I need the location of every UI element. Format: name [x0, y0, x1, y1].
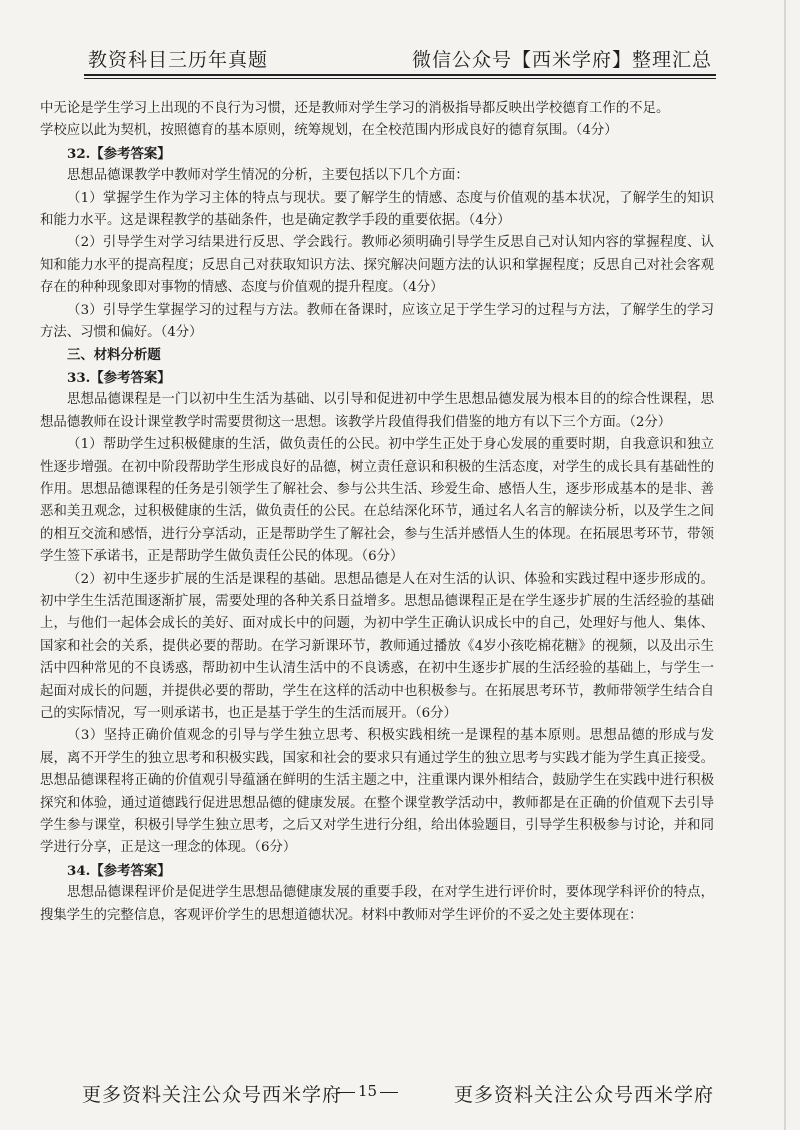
paragraph: 思想品德课程是一门以初中生生活为基础、以引导和促进初中学生思想品德发展为根本目的的综合性课程，思想品德教师在设计课堂教学时需要贯彻这一思想。该教学片段值得我们借鉴的地方有以下三个方面。（2分）	[40, 392, 714, 430]
page-footer	[82, 1080, 714, 1104]
header-rule-thin	[84, 78, 716, 79]
paragraph: （1）掌握学生作为学习主体的特点与现状。要了解学生的情感、态度与价值观的基本状况，了解学生的知识和能力水平。这是课程教学的基础条件，也是确定教学手段的重要依据。（4分）	[40, 190, 714, 229]
page-header	[88, 40, 712, 72]
paragraph: （3）坚持正确价值观念的引导与学生独立思考、积极实践相统一是课程的基本原则。思想品德的形成与发展，离不开学生的独立思考和积极实践，国家和社会的要求只有通过学生的独立思考与实践才能为学生真正接受。思想品德课程将正确的价值观引导蕴涵在鲜明的生活主题之中，注重课内课外相结合，鼓励学生在实践中进行积极探究和体验，通过道德践行促进思想品德的健康发展。在整个课堂教学活动中，教师都是在正确的价值观下去引导学生参与课堂，积极引导学生独立思考，之后又对学生进行分组，给出体验题目，引导学生积极参与讨论，并和同学进行分享，正是这一理念的体现。（6分）	[40, 728, 714, 856]
paragraph: 思想品德课程评价是促进学生思想品德健康发展的重要手段，在对学生进行评价时，要体现学科评价的特点，搜集学生的完整信息，客观评价学生的思想道德状况。材料中教师对学生评价的不妥之处主要体现在：	[40, 885, 714, 923]
scan-edge	[784, 0, 786, 1130]
question-34-heading: 34.【参考答案】	[67, 862, 171, 879]
answer-body	[40, 98, 714, 927]
section-heading: 三、材料分析题	[67, 347, 161, 364]
paragraph: （2）初中生逐步扩展的生活是课程的基础。思想品德是人在对生活的认识、体验和实践过程中逐步形成的。初中学生生活范围逐渐扩展，需要处理的各种关系日益增多。思想品德课程正是在学生逐步扩展的生活经验的基础上，与他们一起体会成长的美好、面对成长中的问题，为初中学生正确认识成长中的自己，处理好与他人、集体、国家和社会的关系，提供必要的帮助。在学习新课环节，教师通过播放《4岁小孩吃棉花糖》的视频，以及出示生活中四种常见的不良诱惑，帮助初中生认清生活中的不良诱惑，在初中生逐步扩展的生活经验的基础上，与学生一起面对成长的问题，并提供必要的帮助，学生在这样的活动中也积极参与。在拓展思考环节，教师带领学生结合自己的实际情况，写一则承诺书，也正是基于学生的生活而展开。（6分）	[40, 571, 714, 721]
paragraph: 思想品德课教学中教师对学生情况的分析，主要包括以下几个方面：	[67, 168, 469, 184]
question-32-heading: 32.【参考答案】	[67, 145, 171, 162]
question-33-heading: 33.【参考答案】	[67, 369, 171, 386]
header-right-title: 微信公众号【西米学府】整理汇总	[411, 49, 712, 71]
paragraph: 中无论是学生学习上出现的不良行为习惯，还是教师对学生学习的消极指导都反映出学校德育工作的不足。	[40, 101, 670, 116]
header-left-title: 教资科目三历年真题	[88, 49, 269, 71]
footer-right-text: 更多资料关注公众号西米学府	[453, 1084, 714, 1106]
paragraph: （2）引导学生对学习结果进行反思、学会践行。教师必须明确引导学生反思自己对认知内容的掌握程度、认知和能力水平的提高程度；反思自己对获取知识方法、探究解决问题方法的认识和掌握程度；反思自己对社会客观存在的种种现象即对事物的情感、态度与价值观的提升程度。（4分）	[40, 235, 714, 296]
paragraph: （1）帮助学生过积极健康的生活，做负责任的公民。初中学生正处于身心发展的重要时期，自我意识和独立性逐步增强。在初中阶段帮助学生形成良好的品德，树立责任意识和积极的生活态度，对学生的成长具有基础性的作用。思想品德课程的任务是引领学生了解社会、参与公共生活、珍爱生命、感悟人生，逐步形成基本的是非、善恶和美丑观念，过积极健康的生活，做负责任的公民。在总结深化环节，通过名人名言的解读分析，以及学生之间的相互交流和感悟，进行分享活动，正是帮助学生了解社会，参与生活并感悟人生的体现。在拓展思考环节，带领学生签下承诺书，正是帮助学生做负责任公民的体现。（6分）	[40, 437, 714, 565]
page-number: 15	[334, 1082, 401, 1100]
paragraph: 学校应以此为契机，按照德育的基本原则，统筹规划，在全校范围内形成良好的德育氛围。（4分）	[40, 123, 618, 139]
footer-left-text: 更多资料关注公众号西米学府	[82, 1084, 343, 1106]
header-rule-thick	[84, 74, 716, 76]
paragraph: （3）引导学生掌握学习的过程与方法。教师在备课时，应该立足于学生学习的过程与方法，了解学生的学习方法、习惯和偏好。（4分）	[40, 302, 714, 341]
